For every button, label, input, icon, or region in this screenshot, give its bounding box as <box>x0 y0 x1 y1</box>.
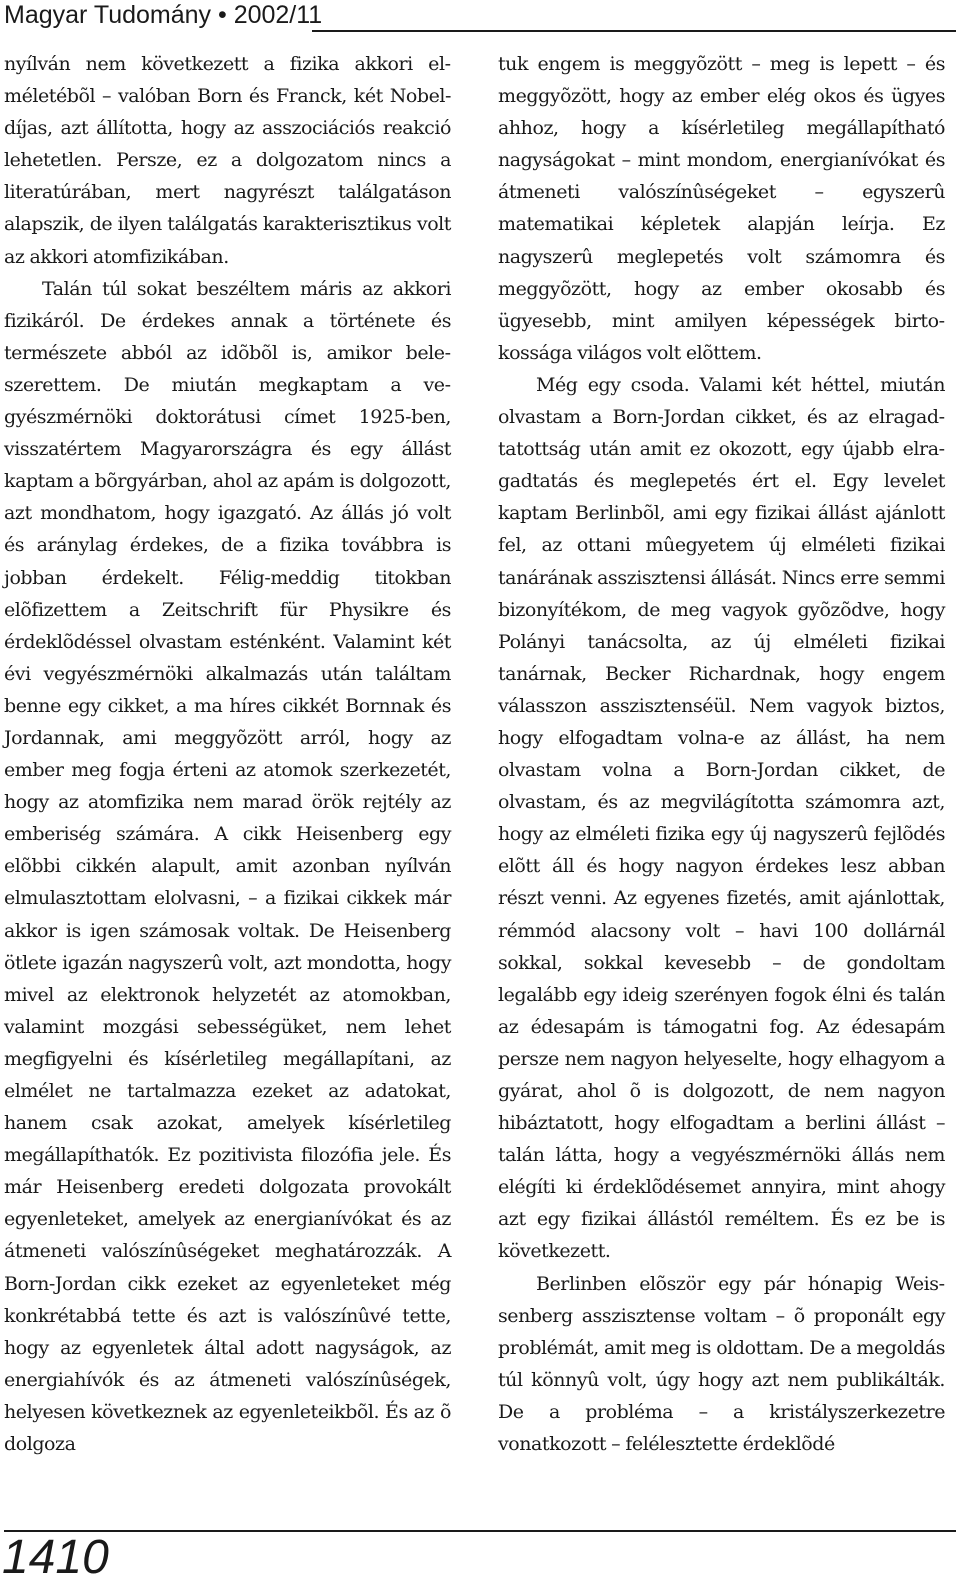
paragraph: nyílván nem következett a fizika akkori elméletébõl – valóban Born és Franck, két Nobel-díjas, azt állította, hogy az asszociációs reakció lehetetlen. Persze, ez a dolgozatom nincs a literatúrában, mert nagyrészt találgatáson alapszik, de ilyen találgatás karakterisztikus volt az akkori atomfizikában. <box>4 53 451 268</box>
footer-rule <box>4 1530 956 1532</box>
right-column <box>498 48 945 1460</box>
header-rule <box>312 30 956 32</box>
paragraph: tuk engem is meggyõzött – meg is lepett – és meggyõzött, hogy az ember elég okos és ügyes ahhoz, hogy a kísérletileg megállapítható nagyságokat – mint mondom, energianívókat és átmeneti valószínûségeket – egyszerû matematikai képletek alapján leírja. Ez nagyszerû meglepetés volt számomra és meggyõzött, hogy az ember okosabb és ügyesebb, mint amilyen képességek birtokossága világos volt elõttem. <box>498 53 945 364</box>
paragraph: Még egy csoda. Valami két héttel, miután olvastam a Born-Jordan cikket, és az elragadtatottság után amit ez okozott, egy újabb elragadtatás és meglepetés ért el. Egy levelet kaptam Berlinbõl, ami egy fizikai állást ajánlott fel, az ottani mûegyetem új elméleti fizikai tanárának asszisztensi állását. Nincs erre semmi bizonyítékom, de meg vagyok gyõzõdve, hogy Polányi tanácsolta, az új elméleti fizikai tanárnak, Becker Richardnak, hogy engem válasszon asszisztenséül. Nem vagyok biztos, hogy elfogadtam volna-e az állást, ha nem olvastam volna a Born-Jordan cikket, de olvastam, és az megvilágította számomra azt, hogy az elméleti fizika egy új nagyszerû fejlõdés elõtt áll és hogy nagyon érdekes lesz abban részt venni. Az egyenes fizetés, amit ajánlottak, rémmód alacsony volt – havi 100 dollárnál sokkal, sokkal kevesebb – de gondoltam legalább egy ideig szerényen fogok élni és talán az édesapám is támogatni fog. Az édesapám persze nem nagyon helyeselte, hogy elhagyom a gyárat, ahol õ is dolgozott, de nem nagyon hibáztatott, hogy elfogadtam a berlini állást – talán látta, hogy a vegyészmérnöki állás nem elégíti ki érdeklõdésemet annyira, mint ahogy azt egy fizikai állástól reméltem. És ez be is következett. <box>498 373 945 1263</box>
paragraph: Talán túl sokat beszéltem máris az akkori fizikáról. De érdekes annak a története és természete abból az idõbõl is, amikor beleszerettem. De miután megkaptam a vegyészmérnöki doktorátusi címet 1925-ben, visszatértem Magyarországra és egy állást kaptam a bõrgyárban, ahol az apám is dolgozott, azt mondhatom, hogy igazgató. Az állás jó volt és aránylag érdekes, de a fizika továbbra is jobban érdekelt. Félig-meddig titokban elõfizettem a Zeitschrift für Physikre és érdeklõdéssel olvastam esténként. Valamint két évi vegyészmérnöki alkalmazás után találtam benne egy cikket, a ma híres cikkét Bornnak és Jordannak, ami meggyõzött arról, hogy az ember meg fogja érteni az atomok szerkezetét, hogy az atomfizika nem marad örök rejtély az emberiség számára. A cikk Heisenberg egy elõbbi cikkén alapult, amit azonban nyílván elmulasztottam elolvasni, – a fizikai cikkek már akkor is igen számosak voltak. De Heisenberg ötlete igazán nagyszerû volt, azt mondotta, hogy mivel az elektronok helyzetét az atomokban, valamint mozgási sebességüket, nem lehet megfigyelni és kísérletileg megállapítani, az elmélet ne tartalmazza ezeket az adatokat, hanem csak azokat, amelyek kísérletileg megállapíthatók. Ez pozitivista filozófia jele. És már Heisenberg eredeti dolgozata provokált egyenleteket, amelyek az energianívókat és az átmeneti valószínûségeket meghatározzák. A Born-Jordan cikk ezeket az egyenleteket még konkrétabbá tette és azt is valószínûvé tette, hogy az egyenletek által adott nagyságok, az energiahívók és az átmeneti valószínûségek, helyesen következnek az egyenleteikbõl. És az õ dolgoza <box>4 277 451 1456</box>
left-column <box>4 48 451 1460</box>
paragraph: Berlinben elõször egy pár hónapig Weissenberg asszisztense voltam – õ proponált egy problémát, amit meg is oldottam. De a megoldás túl könnyû volt, úgy hogy azt nem publikálták. De a probléma – a kristályszerkezetre vonatkozott – felélesztette érdeklõdé <box>498 1272 945 1456</box>
journal-header: Magyar Tudomány • 2002/11 <box>4 1 323 29</box>
page-number: 1410 <box>2 1531 109 1584</box>
